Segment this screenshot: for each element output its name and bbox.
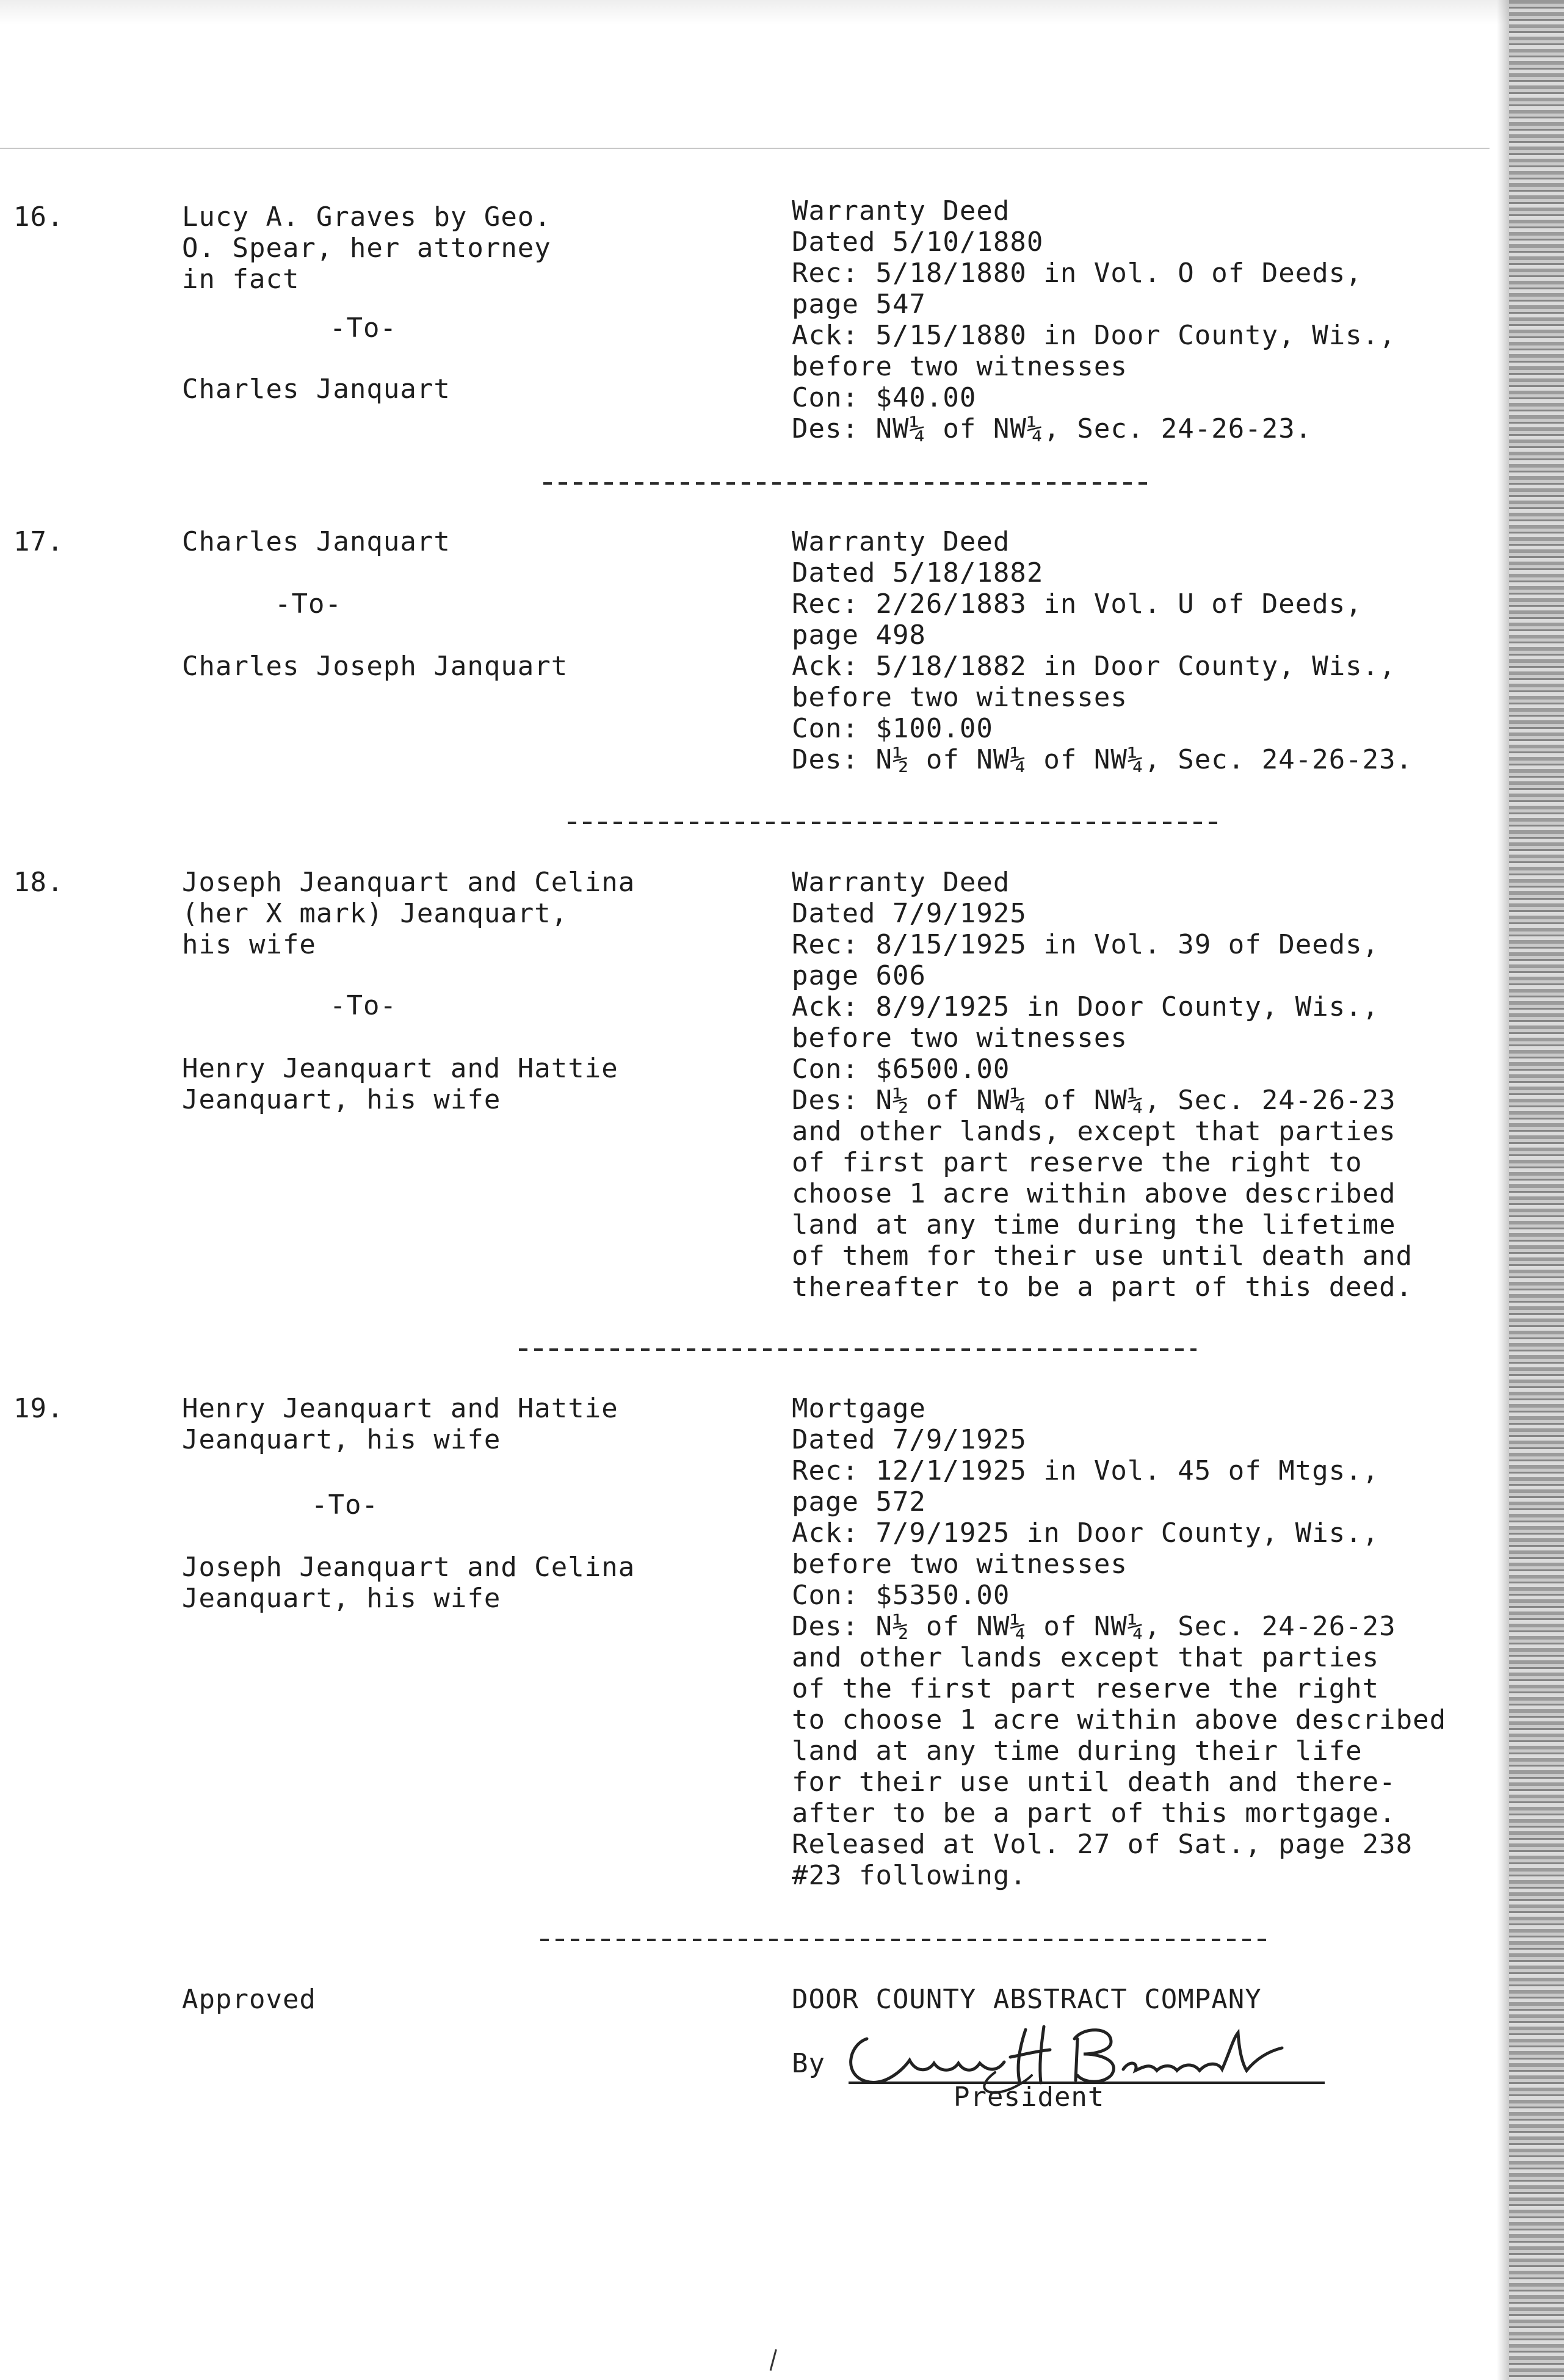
entry-grantee: Charles Joseph Janquart: [182, 651, 568, 682]
entry-grantor: Henry Jeanquart and Hattie Jeanquart, his wife: [182, 1393, 618, 1455]
page-edge-shadow: [1497, 0, 1509, 2380]
entry-separator: [540, 1939, 1273, 1941]
entry-to-label: -To-: [330, 990, 397, 1021]
entry-details: Warranty Deed Dated 5/10/1880 Rec: 5/18/1880 in Vol. O of Deeds, page 547 Ack: 5/15/1880 in Door County, Wis., before two witnesses Con: $40.00 Des: NW¼ of NW¼, Sec. 24-26-23.: [792, 195, 1396, 444]
entry-grantor: Lucy A. Graves by Geo. O. Spear, her attorney in fact: [182, 201, 551, 295]
entry-separator: [568, 822, 1221, 824]
page-fold-line: [0, 148, 1490, 149]
entry-details: Warranty Deed Dated 7/9/1925 Rec: 8/15/1925 in Vol. 39 of Deeds, page 606 Ack: 8/9/1925 in Door County, Wis., before two witnesses Con: $6500.00 Des: N½ of NW¼ of NW¼, Sec. 24-26-23 and other lands, except that parties of first part reserve the right to choose 1 acre within above described land at any time during the lifetime of them for their use until death and thereafter to be a part of this deed.: [792, 867, 1413, 1303]
entry-to-label: -To-: [311, 1489, 378, 1521]
entry-grantor: Joseph Jeanquart and Celina (her X mark) Jeanquart, his wife: [182, 867, 635, 960]
entry-number: 16.: [13, 201, 64, 233]
entry-number: 18.: [13, 867, 64, 898]
entry-grantee: Joseph Jeanquart and Celina Jeanquart, his wife: [182, 1552, 635, 1614]
entry-number: 17.: [13, 526, 64, 557]
entry-grantee: Charles Janquart: [182, 374, 451, 405]
stray-pen-mark: [770, 2349, 786, 2373]
page-top-shadow: [0, 0, 1564, 24]
entry-details: Mortgage Dated 7/9/1925 Rec: 12/1/1925 in Vol. 45 of Mtgs., page 572 Ack: 7/9/1925 in Door County, Wis., before two witnesses Con: $5350.00 Des: N½ of NW¼ of NW¼, Sec. 24-26-23 and other lands except that parties of the first part reserve the right to choose 1 acre within above described land at any time during their life for their use until death and there- after to be a part of this mortgage. Released at Vol. 27 of Sat., page 238 #23 following.: [792, 1393, 1447, 1891]
approved-label: Approved: [182, 1984, 316, 2015]
signer-title: President: [954, 2082, 1105, 2113]
handwritten-signature: [842, 2014, 1331, 2094]
entry-grantee: Henry Jeanquart and Hattie Jeanquart, his wife: [182, 1053, 618, 1115]
entry-separator: [543, 482, 1148, 485]
entry-details: Warranty Deed Dated 5/18/1882 Rec: 2/26/1883 in Vol. U of Deeds, page 498 Ack: 5/18/1882 in Door County, Wis., before two witnesses Con: $100.00 Des: N½ of NW¼ of NW¼, Sec. 24-26-23.: [792, 526, 1413, 775]
entry-grantor: Charles Janquart: [182, 526, 451, 557]
page-torn-edge: [1509, 0, 1564, 2380]
entry-to-label: -To-: [275, 588, 342, 620]
entry-to-label: -To-: [330, 313, 397, 344]
by-label: By: [792, 2048, 825, 2079]
entry-separator: [519, 1348, 1197, 1351]
company-name: DOOR COUNTY ABSTRACT COMPANY: [792, 1984, 1262, 2015]
entry-number: 19.: [13, 1393, 64, 1424]
